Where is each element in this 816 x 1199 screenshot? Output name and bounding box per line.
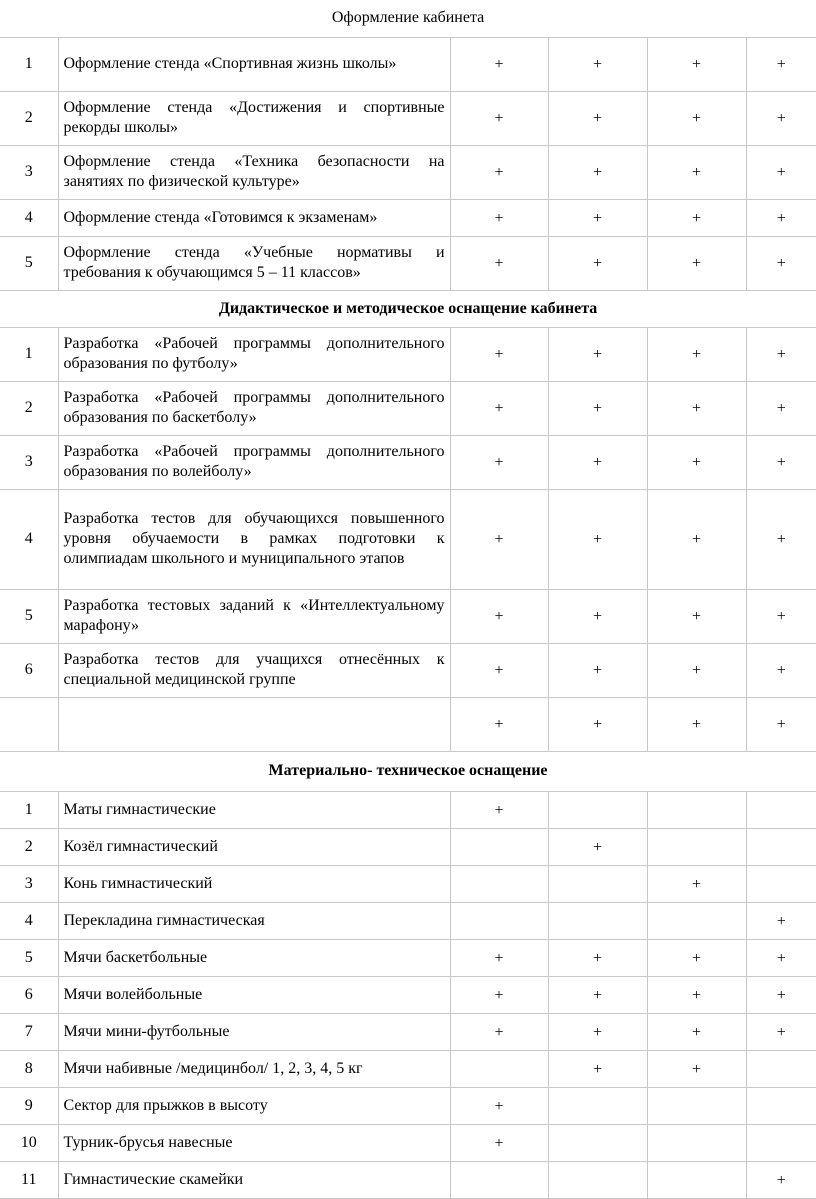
plus-mark-3: + (647, 327, 746, 381)
row-number: 5 (0, 939, 58, 976)
plus-mark-4: + (746, 902, 816, 939)
row-description: Мячи мини-футбольные (58, 1013, 450, 1050)
plus-mark-2 (548, 1124, 647, 1161)
section-header-row (0, 290, 816, 327)
plus-mark-3: + (647, 939, 746, 976)
plus-mark-2: + (548, 589, 647, 643)
row-description: Козёл гимнастический (58, 828, 450, 865)
plus-mark-1: + (450, 1124, 548, 1161)
plus-mark-2: + (548, 91, 647, 145)
table-row (0, 435, 816, 489)
row-number: 2 (0, 91, 58, 145)
plus-mark-2 (548, 1161, 647, 1198)
row-description: Маты гимнастические (58, 791, 450, 828)
plus-mark-2: + (548, 145, 647, 199)
plus-mark-4: + (746, 589, 816, 643)
plus-mark-1: + (450, 1087, 548, 1124)
plus-mark-4: + (746, 381, 816, 435)
plus-mark-2: + (548, 1050, 647, 1087)
plus-mark-1 (450, 828, 548, 865)
plus-mark-2: + (548, 381, 647, 435)
plus-mark-2: + (548, 236, 647, 290)
row-number: 8 (0, 1050, 58, 1087)
section-header-row (0, 751, 816, 791)
plus-mark-2: + (548, 828, 647, 865)
plus-mark-4: + (746, 327, 816, 381)
plus-mark-1: + (450, 791, 548, 828)
plus-mark-2: + (548, 976, 647, 1013)
row-description: Сектор для прыжков в высоту (58, 1087, 450, 1124)
table-row (0, 643, 816, 697)
plus-mark-2 (548, 1087, 647, 1124)
row-description: Мячи набивные /медицинбол/ 1, 2, 3, 4, 5 кг (58, 1050, 450, 1087)
row-number: 4 (0, 902, 58, 939)
table-row (0, 976, 816, 1013)
row-number: 5 (0, 589, 58, 643)
plus-mark-4: + (746, 1161, 816, 1198)
plus-mark-2: + (548, 1013, 647, 1050)
section-title: Материально- техническое оснащение (0, 751, 816, 791)
plus-mark-1: + (450, 91, 548, 145)
row-description: Оформление стенда «Достижения и спортивные рекорды школы» (58, 91, 450, 145)
plus-mark-3: + (647, 589, 746, 643)
plus-mark-3 (647, 1087, 746, 1124)
plus-mark-2: + (548, 37, 647, 91)
plus-mark-1: + (450, 37, 548, 91)
row-description: Оформление стенда «Готовимся к экзаменам» (58, 199, 450, 236)
plus-mark-3: + (647, 236, 746, 290)
row-description: Мячи волейбольные (58, 976, 450, 1013)
plus-mark-3: + (647, 489, 746, 589)
table-row (0, 327, 816, 381)
plus-mark-4 (746, 1050, 816, 1087)
plus-mark-2: + (548, 939, 647, 976)
plus-mark-1: + (450, 939, 548, 976)
table-row (0, 489, 816, 589)
row-number: 3 (0, 435, 58, 489)
row-description: Конь гимнастический (58, 865, 450, 902)
plus-mark-3: + (647, 1013, 746, 1050)
row-description: Разработка «Рабочей программы дополнительного образования по баскетболу» (58, 381, 450, 435)
row-number: 1 (0, 37, 58, 91)
row-number: 6 (0, 643, 58, 697)
plus-mark-1 (450, 865, 548, 902)
table-row (0, 1050, 816, 1087)
plus-mark-2 (548, 791, 647, 828)
table-row (0, 791, 816, 828)
plus-mark-3: + (647, 643, 746, 697)
plus-mark-2: + (548, 327, 647, 381)
plus-mark-1: + (450, 643, 548, 697)
row-description: Мячи баскетбольные (58, 939, 450, 976)
plus-mark-1: + (450, 236, 548, 290)
row-description: Турник-брусья навесные (58, 1124, 450, 1161)
plus-mark-4: + (746, 697, 816, 751)
row-description: Гимнастические скамейки (58, 1161, 450, 1198)
plus-mark-4: + (746, 145, 816, 199)
plus-mark-1: + (450, 327, 548, 381)
plus-mark-3: + (647, 145, 746, 199)
table-row (0, 1013, 816, 1050)
plus-mark-4 (746, 1087, 816, 1124)
row-number: 1 (0, 327, 58, 381)
plus-mark-3 (647, 1161, 746, 1198)
plus-mark-1: + (450, 589, 548, 643)
plus-mark-1: + (450, 489, 548, 589)
plus-mark-4: + (746, 236, 816, 290)
plus-mark-1 (450, 902, 548, 939)
plus-mark-1 (450, 1050, 548, 1087)
plus-mark-1: + (450, 976, 548, 1013)
plus-mark-1: + (450, 145, 548, 199)
plus-mark-2: + (548, 697, 647, 751)
plus-mark-2: + (548, 435, 647, 489)
table-row (0, 939, 816, 976)
table-row (0, 145, 816, 199)
row-description: Разработка «Рабочей программы дополнительного образования по футболу» (58, 327, 450, 381)
plus-mark-3 (647, 791, 746, 828)
table-row (0, 697, 816, 751)
row-number: 6 (0, 976, 58, 1013)
plus-mark-3: + (647, 381, 746, 435)
section-title: Оформление кабинета (0, 0, 816, 37)
table-row (0, 589, 816, 643)
plus-mark-1: + (450, 697, 548, 751)
table-row (0, 1124, 816, 1161)
table-row (0, 1161, 816, 1198)
plus-mark-4: + (746, 976, 816, 1013)
plus-mark-4: + (746, 939, 816, 976)
row-description: Оформление стенда «Учебные нормативы и требования к обучающимся 5 – 11 классов» (58, 236, 450, 290)
plus-mark-3: + (647, 199, 746, 236)
plus-mark-1: + (450, 199, 548, 236)
row-number: 4 (0, 199, 58, 236)
plus-mark-4: + (746, 489, 816, 589)
plus-mark-3: + (647, 435, 746, 489)
row-number: 2 (0, 828, 58, 865)
row-description: Разработка «Рабочей программы дополнительного образования по волейболу» (58, 435, 450, 489)
plus-mark-4: + (746, 643, 816, 697)
plus-mark-3: + (647, 1050, 746, 1087)
row-number: 10 (0, 1124, 58, 1161)
plus-mark-2: + (548, 489, 647, 589)
plus-mark-2: + (548, 643, 647, 697)
row-number: 11 (0, 1161, 58, 1198)
row-description: Оформление стенда «Техника безопасности на занятиях по физической культуре» (58, 145, 450, 199)
row-number: 7 (0, 1013, 58, 1050)
table-row (0, 199, 816, 236)
plus-mark-3: + (647, 865, 746, 902)
table-row (0, 865, 816, 902)
table-row (0, 91, 816, 145)
row-number: 3 (0, 865, 58, 902)
row-number: 3 (0, 145, 58, 199)
table-row (0, 37, 816, 91)
plus-mark-4: + (746, 435, 816, 489)
row-number: 1 (0, 791, 58, 828)
plus-mark-3 (647, 1124, 746, 1161)
table-row (0, 828, 816, 865)
row-number (0, 697, 58, 751)
row-description: Разработка тестов для обучающихся повышенного уровня обучаемости в рамках подготовки к олимпиадам школьного и муниципального этапов (58, 489, 450, 589)
row-number: 9 (0, 1087, 58, 1124)
plus-mark-4 (746, 865, 816, 902)
plus-mark-4: + (746, 37, 816, 91)
row-description: Разработка тестовых заданий к «Интеллектуальному марафону» (58, 589, 450, 643)
plus-mark-4: + (746, 1013, 816, 1050)
plus-mark-4: + (746, 91, 816, 145)
plus-mark-3: + (647, 976, 746, 1013)
plus-mark-3 (647, 828, 746, 865)
plus-mark-1: + (450, 381, 548, 435)
row-number: 5 (0, 236, 58, 290)
plus-mark-4: + (746, 199, 816, 236)
plus-mark-2 (548, 902, 647, 939)
plus-mark-1: + (450, 1013, 548, 1050)
plus-mark-4 (746, 828, 816, 865)
plus-mark-3 (647, 902, 746, 939)
section-title: Дидактическое и методическое оснащение кабинета (0, 290, 816, 327)
row-number: 4 (0, 489, 58, 589)
plus-mark-2 (548, 865, 647, 902)
plus-mark-4 (746, 1124, 816, 1161)
row-description: Оформление стенда «Спортивная жизнь школы» (58, 37, 450, 91)
plus-mark-1: + (450, 435, 548, 489)
table-row (0, 236, 816, 290)
table-row (0, 1087, 816, 1124)
row-description: Перекладина гимнастическая (58, 902, 450, 939)
table-row (0, 902, 816, 939)
row-description: Разработка тестов для учащихся отнесённых к специальной медицинской группе (58, 643, 450, 697)
plus-mark-2: + (548, 199, 647, 236)
plus-mark-4 (746, 791, 816, 828)
plus-mark-1 (450, 1161, 548, 1198)
table-row (0, 381, 816, 435)
row-number: 2 (0, 381, 58, 435)
plus-mark-3: + (647, 697, 746, 751)
row-description (58, 697, 450, 751)
section-header-row (0, 0, 816, 37)
plus-mark-3: + (647, 37, 746, 91)
plus-mark-3: + (647, 91, 746, 145)
